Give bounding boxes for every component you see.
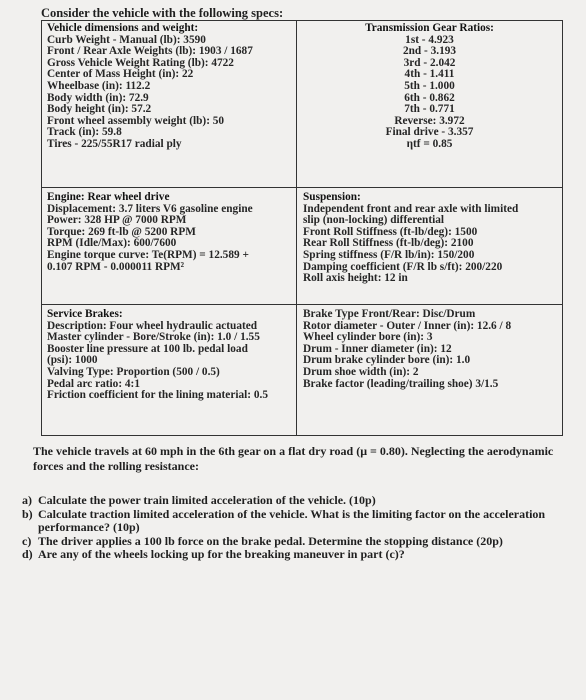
vehicle-line: Curb Weight - Manual (lb): 3590 <box>47 33 206 46</box>
brake-spec-line: Brake factor (leading/trailing shoe) 3/1.5 <box>303 377 499 390</box>
brakes-title: Service Brakes: <box>47 308 123 320</box>
question-part <box>22 548 572 562</box>
engine-line: Engine torque curve: Te(RPM) = 12.589 + <box>47 248 249 261</box>
gear-ratio: 4th - 1.411 <box>404 68 455 81</box>
suspension-line: Damping coefficient (F/R lb s/ft): 200/220 <box>303 260 503 273</box>
engine-cell <box>47 192 253 273</box>
suspension-line: slip (non-locking) differential <box>303 214 445 227</box>
gear-ratio: 6th - 0.862 <box>404 91 455 104</box>
gear-ratio: 1st - 4.923 <box>405 33 454 46</box>
vehicle-line: Front wheel assembly weight (lb): 50 <box>47 114 225 127</box>
brake-specs-cell <box>303 309 511 390</box>
part-label: d) <box>22 547 33 562</box>
engine-title: Engine: Rear wheel drive <box>47 191 170 203</box>
suspension-line: Rear Roll Stiffness (ft-lb/deg): 2100 <box>303 237 474 250</box>
vehicle-line: Body height (in): 57.2 <box>47 103 152 116</box>
problem-statement: The vehicle travels at 60 mph in the 6th gear on a flat dry road (μ = 0.80). Neglecting the aerodynamic forces and the rolling resistance: <box>33 444 554 473</box>
brake-spec-line: Drum shoe width (in): 2 <box>303 365 419 378</box>
suspension-line: Independent front and rear axle with limited <box>303 202 519 215</box>
part-text: Calculate the power train limited acceleration of the vehicle. (10p) <box>38 493 376 507</box>
question-parts <box>22 494 572 562</box>
part-label: b) <box>22 506 33 521</box>
engine-line: Power: 328 HP @ 7000 RPM <box>47 214 187 227</box>
question-part <box>22 508 572 535</box>
part-label: a) <box>22 493 32 507</box>
gear-ratio: Final drive - 3.357 <box>385 126 474 139</box>
brakes-line: Pedal arc ratio: 4:1 <box>47 377 140 390</box>
brake-spec-line: Wheel cylinder bore (in): 3 <box>303 331 433 344</box>
vehicle-line: Wheelbase (in): 112.2 <box>47 79 151 92</box>
brake-spec-line: Brake Type Front/Rear: Disc/Drum <box>303 308 476 320</box>
transmission-title: Transmission Gear Ratios: <box>365 22 494 34</box>
brake-spec-line: Rotor diameter - Outer / Inner (in): 12.6 / 8 <box>303 319 512 332</box>
suspension-cell <box>303 192 518 285</box>
gear-ratio: 2nd - 3.193 <box>402 45 457 58</box>
part-text: The driver applies a 100 lb force on the brake pedal. Determine the stopping distance (20p) <box>38 533 503 548</box>
brakes-line: Booster line pressure at 100 lb. pedal load <box>47 342 248 355</box>
brakes-line: Valving Type: Proportion (500 / 0.5) <box>47 365 220 378</box>
row-divider-2 <box>42 304 562 305</box>
suspension-title: Suspension: <box>303 191 361 203</box>
gear-ratio: 3rd - 2.042 <box>403 56 456 69</box>
engine-line: 0.107 RPM - 0.000011 RPM² <box>47 260 185 273</box>
part-text: Calculate traction limited acceleration of the vehicle. What is the limiting factor on the acceleration performance? (10p) <box>38 506 546 535</box>
transmission-cell <box>297 23 562 151</box>
part-label: c) <box>22 533 32 548</box>
brakes-line: (psi): 1000 <box>47 354 98 367</box>
engine-line: Displacement: 3.7 liters V6 gasoline engine <box>47 202 253 215</box>
brakes-line: Description: Four wheel hydraulic actuated <box>47 319 258 332</box>
brakes-cell <box>47 309 268 402</box>
engine-line: Torque: 269 ft-lb @ 5200 RPM <box>47 225 196 238</box>
specs-table <box>41 20 563 436</box>
vehicle-title: Vehicle dimensions and weight: <box>47 22 199 34</box>
suspension-line: Spring stiffness (F/R lb/in): 150/200 <box>303 248 475 261</box>
suspension-line: Roll axis height: 12 in <box>303 272 408 285</box>
brakes-line: Friction coefficient for the lining material: 0.5 <box>47 389 268 402</box>
specs-heading: Consider the vehicle with the following specs: <box>41 6 284 20</box>
gear-ratio: ηtf = 0.85 <box>406 137 453 150</box>
vehicle-cell <box>47 23 253 151</box>
vehicle-line: Gross Vehicle Weight Rating (lb): 4722 <box>47 56 234 69</box>
vehicle-line: Center of Mass Height (in): 22 <box>47 68 194 81</box>
brake-spec-line: Drum brake cylinder bore (in): 1.0 <box>303 354 471 367</box>
row-divider-1 <box>42 187 562 188</box>
question-part <box>22 494 572 508</box>
gear-ratio: 7th - 0.771 <box>404 103 455 116</box>
question-part <box>22 535 572 549</box>
suspension-line: Front Roll Stiffness (ft-lb/deg): 1500 <box>303 225 478 238</box>
vehicle-line: Tires - 225/55R17 radial ply <box>47 137 182 150</box>
vehicle-line: Track (in): 59.8 <box>47 126 122 139</box>
part-text: Are any of the wheels locking up for the breaking maneuver in part (c)? <box>38 547 405 562</box>
brakes-line: Master cylinder - Bore/Stroke (in): 1.0 / 1.55 <box>47 331 260 344</box>
vehicle-line: Body width (in): 72.9 <box>47 91 149 104</box>
brake-spec-line: Drum - Inner diameter (in): 12 <box>303 342 452 355</box>
gear-ratio: 5th - 1.000 <box>404 79 455 92</box>
gear-ratio: Reverse: 3.972 <box>394 114 465 127</box>
vehicle-line: Front / Rear Axle Weights (lb): 1903 / 1687 <box>47 45 253 58</box>
engine-line: RPM (Idle/Max): 600/7600 <box>47 237 177 250</box>
